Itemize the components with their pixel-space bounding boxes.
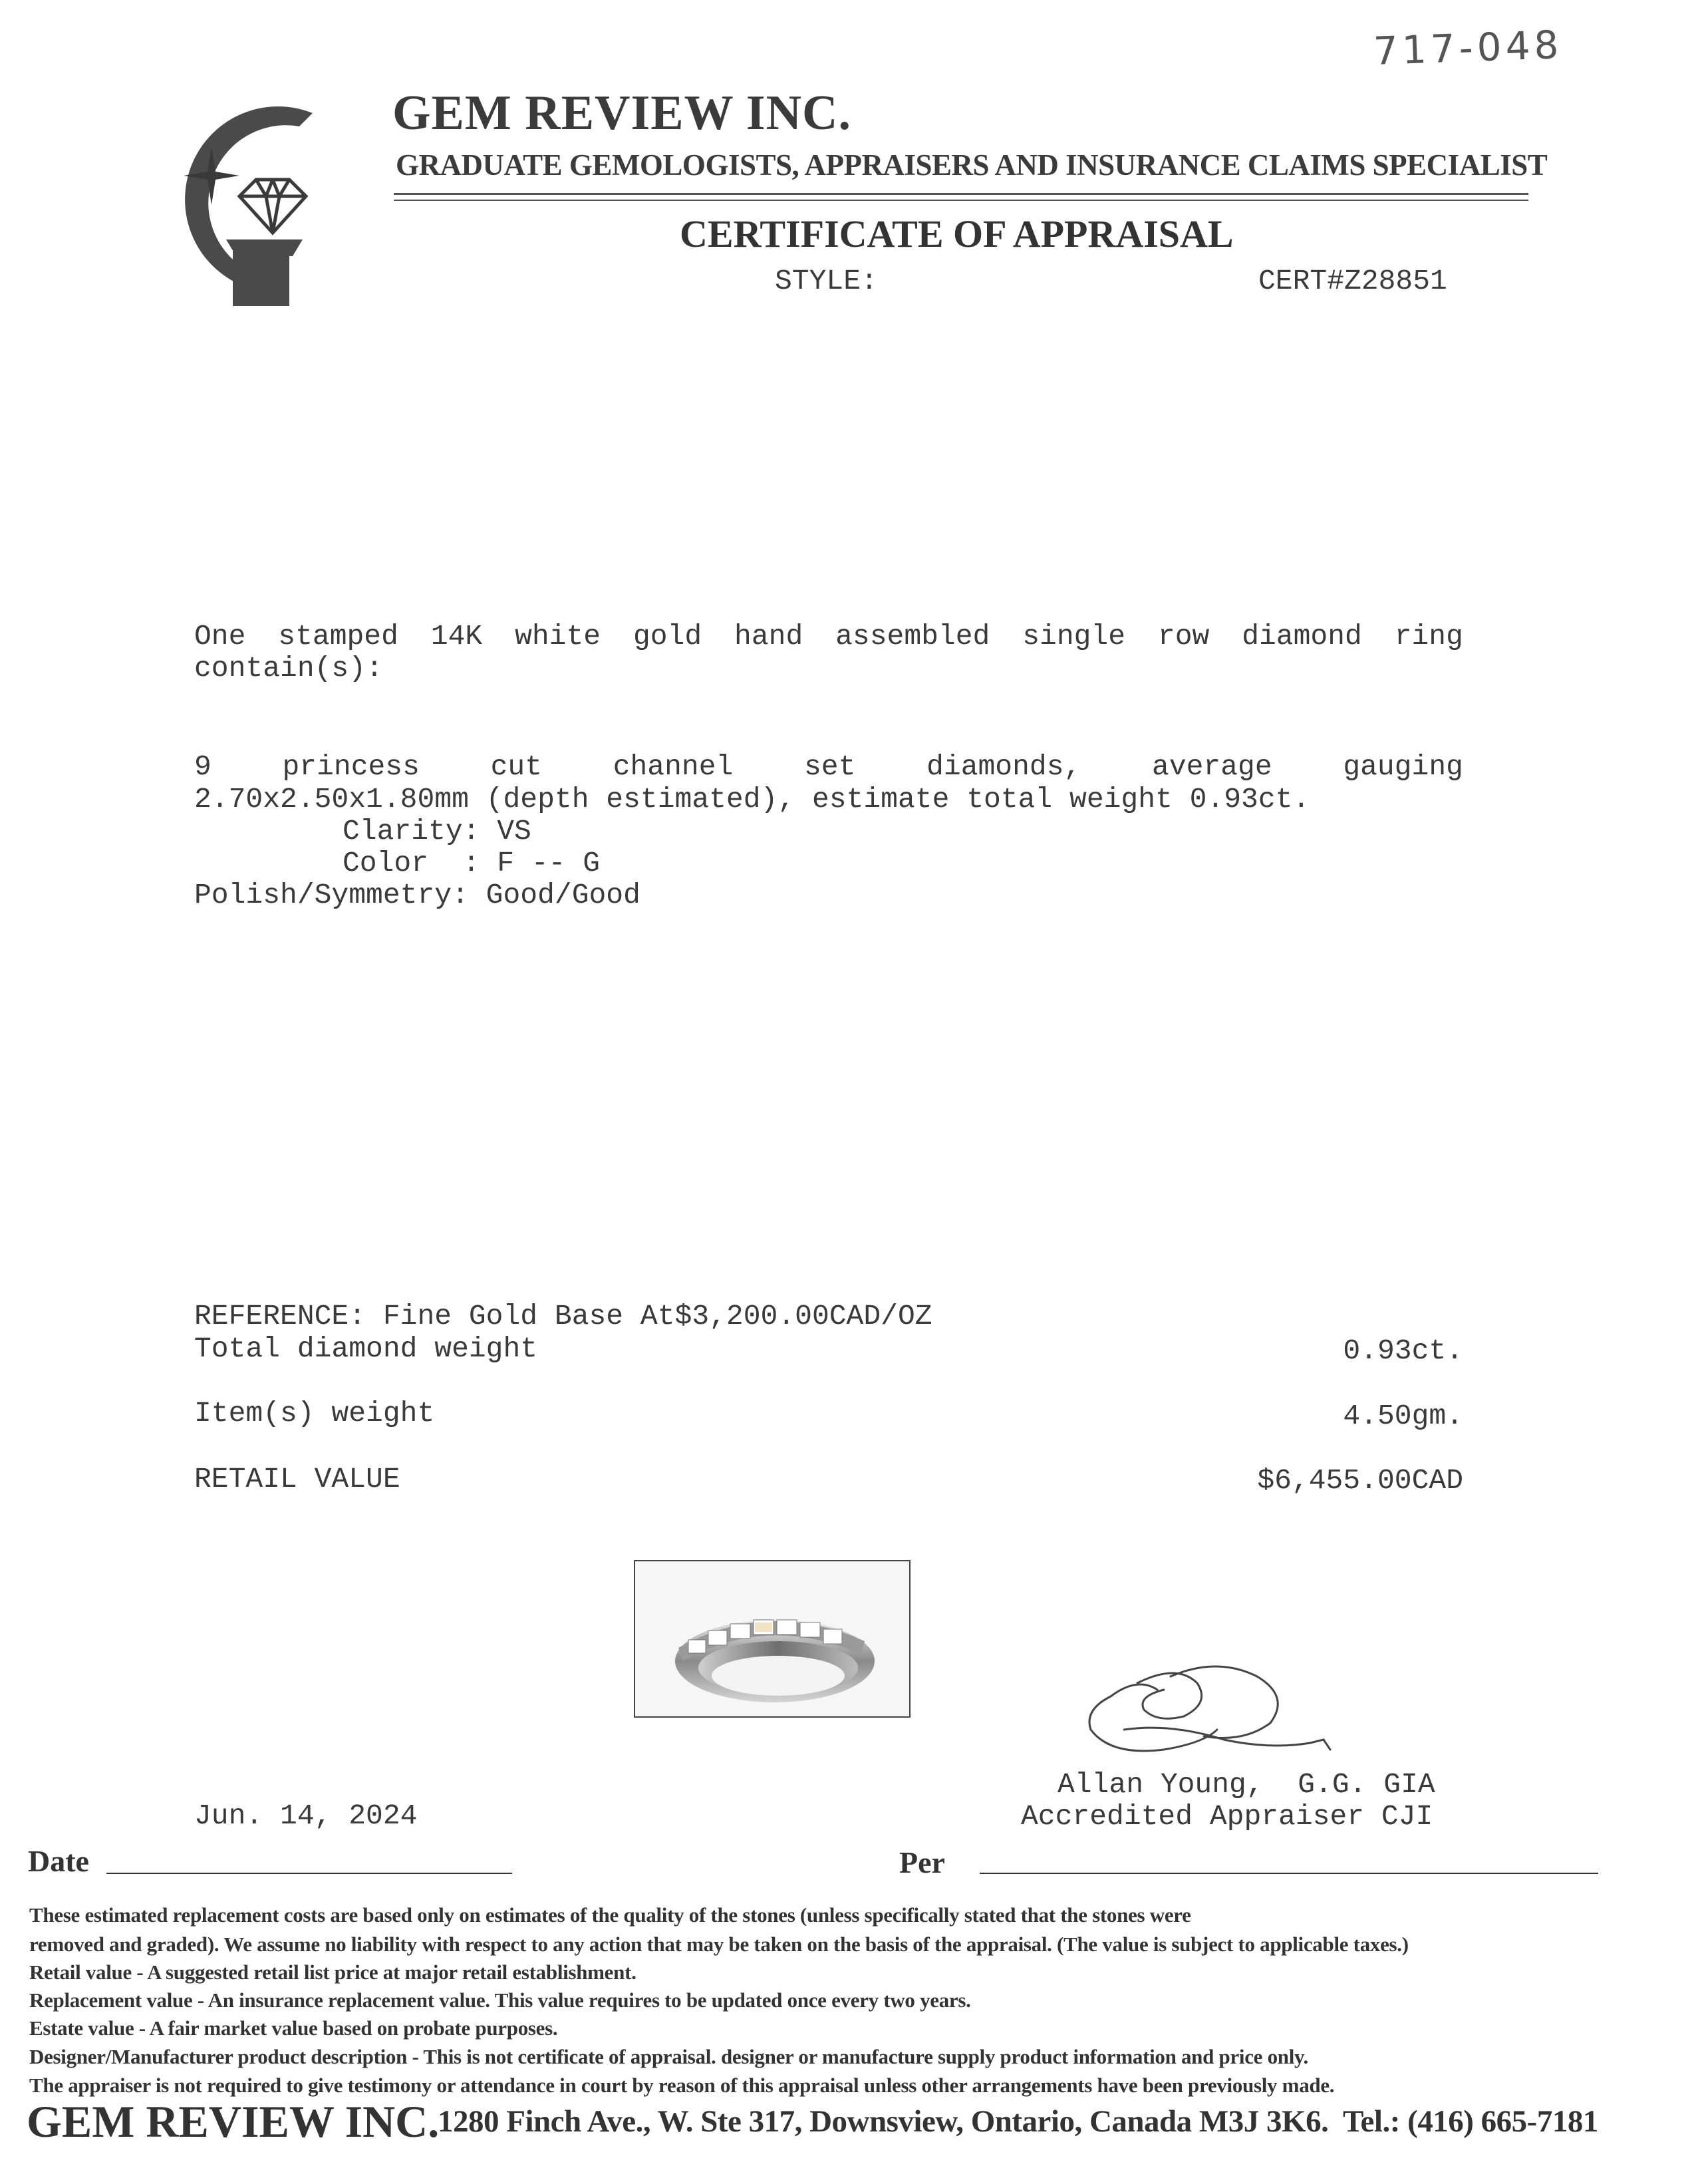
handwritten-reference: 717-048 bbox=[1372, 22, 1564, 74]
disclaimer-line: Estate value - A fair market value based on probate purposes. bbox=[29, 2016, 558, 2040]
disclaimer-line: Designer/Manufacturer product description - This is not certificate of appraisal. designer or manufacture supply product information and price only. bbox=[29, 2045, 1308, 2068]
stones-word: cut bbox=[490, 750, 543, 783]
per-line bbox=[980, 1873, 1598, 1874]
diamond-weight-label: Total diamond weight bbox=[194, 1332, 538, 1365]
retail-value-label: RETAIL VALUE bbox=[194, 1463, 400, 1495]
ring-image bbox=[635, 1561, 909, 1716]
appraisal-date: Jun. 14, 2024 bbox=[194, 1799, 418, 1832]
ring-photo bbox=[634, 1560, 911, 1718]
stones-word: 9 bbox=[194, 750, 212, 783]
gold-base-reference: REFERENCE: Fine Gold Base At$3,200.00CAD/OZ bbox=[194, 1300, 932, 1332]
stones-word: channel bbox=[613, 750, 734, 783]
style-label: STYLE: bbox=[775, 265, 878, 297]
color-grade: Color : F -- G bbox=[343, 847, 601, 879]
desc-word: 14K bbox=[430, 620, 483, 653]
cert-number: CERT#Z28851 bbox=[1258, 265, 1447, 297]
desc-word: ring bbox=[1394, 620, 1463, 653]
gem-review-logo bbox=[133, 86, 333, 306]
desc-word: diamond bbox=[1242, 620, 1362, 653]
stones-word: diamonds, bbox=[926, 750, 1081, 783]
clarity: Clarity: VS bbox=[343, 815, 531, 848]
desc-word: assembled bbox=[835, 620, 990, 653]
appraiser-name: Allan Young, G.G. GIA bbox=[1058, 1768, 1435, 1801]
desc-word: hand bbox=[734, 620, 803, 653]
disclaimer-line: The appraiser is not required to give testimony or attendance in court by reason of this appraisal unless other arrangements have been previously made. bbox=[29, 2074, 1335, 2097]
desc-word: single bbox=[1022, 620, 1126, 653]
retail-value-amount: $6,455.00CAD bbox=[1257, 1464, 1463, 1497]
desc-word: stamped bbox=[278, 620, 398, 653]
disclaimer-line: removed and graded). We assume no liability with respect to any action that may be taken on the basis of the appraisal. (The value is subject to applicable taxes.) bbox=[29, 1933, 1409, 1956]
desc-word: row bbox=[1157, 620, 1210, 653]
description-line-2: contain(s): bbox=[194, 652, 383, 685]
stones-word: gauging bbox=[1343, 750, 1463, 783]
polish-symmetry: Polish/Symmetry: Good/Good bbox=[194, 879, 640, 911]
certificate-title: CERTIFICATE OF APPRAISAL bbox=[680, 212, 1234, 255]
header-rule-double bbox=[394, 200, 1528, 201]
description-line-1 bbox=[194, 620, 1463, 653]
item-weight-label: Item(s) weight bbox=[194, 1397, 435, 1430]
diamond-weight-value: 0.93ct. bbox=[1343, 1334, 1463, 1367]
desc-word: gold bbox=[633, 620, 702, 653]
disclaimer-line: Retail value - A suggested retail list price at major retail establishment. bbox=[29, 1960, 636, 1984]
disclaimer-line: Replacement value - An insurance replacement value. This value requires to be updated once every two years. bbox=[29, 1988, 971, 2012]
company-name: GEM REVIEW INC. bbox=[392, 86, 851, 140]
desc-word: white bbox=[515, 620, 601, 653]
appraiser-credential: Accredited Appraiser CJI bbox=[1021, 1800, 1433, 1833]
date-label: Date bbox=[28, 1844, 89, 1878]
footer-address: 1280 Finch Ave., W. Ste 317, Downsview, Ontario, Canada M3J 3K6. Tel.: (416) 665-7181 bbox=[438, 2104, 1598, 2139]
stones-line-1 bbox=[194, 750, 1463, 783]
desc-word: One bbox=[194, 620, 246, 653]
appraiser-signature bbox=[1071, 1656, 1383, 1770]
company-tagline: GRADUATE GEMOLOGISTS, APPRAISERS AND INSURANCE CLAIMS SPECIALIST bbox=[396, 148, 1548, 182]
disclaimer-line: These estimated replacement costs are based only on estimates of the quality of the stones (unless specifically stated that the stones were bbox=[29, 1903, 1191, 1927]
stones-line-2: 2.70x2.50x1.80mm (depth estimated), estimate total weight 0.93ct. bbox=[194, 783, 1310, 816]
stones-word: princess bbox=[282, 750, 420, 783]
stones-word: set bbox=[804, 750, 856, 783]
date-line bbox=[106, 1873, 512, 1874]
header-rule bbox=[394, 193, 1528, 195]
stones-word: average bbox=[1152, 750, 1272, 783]
per-label: Per bbox=[899, 1845, 945, 1879]
footer-company-name: GEM REVIEW INC. bbox=[27, 2096, 440, 2147]
item-weight-value: 4.50gm. bbox=[1343, 1400, 1463, 1432]
